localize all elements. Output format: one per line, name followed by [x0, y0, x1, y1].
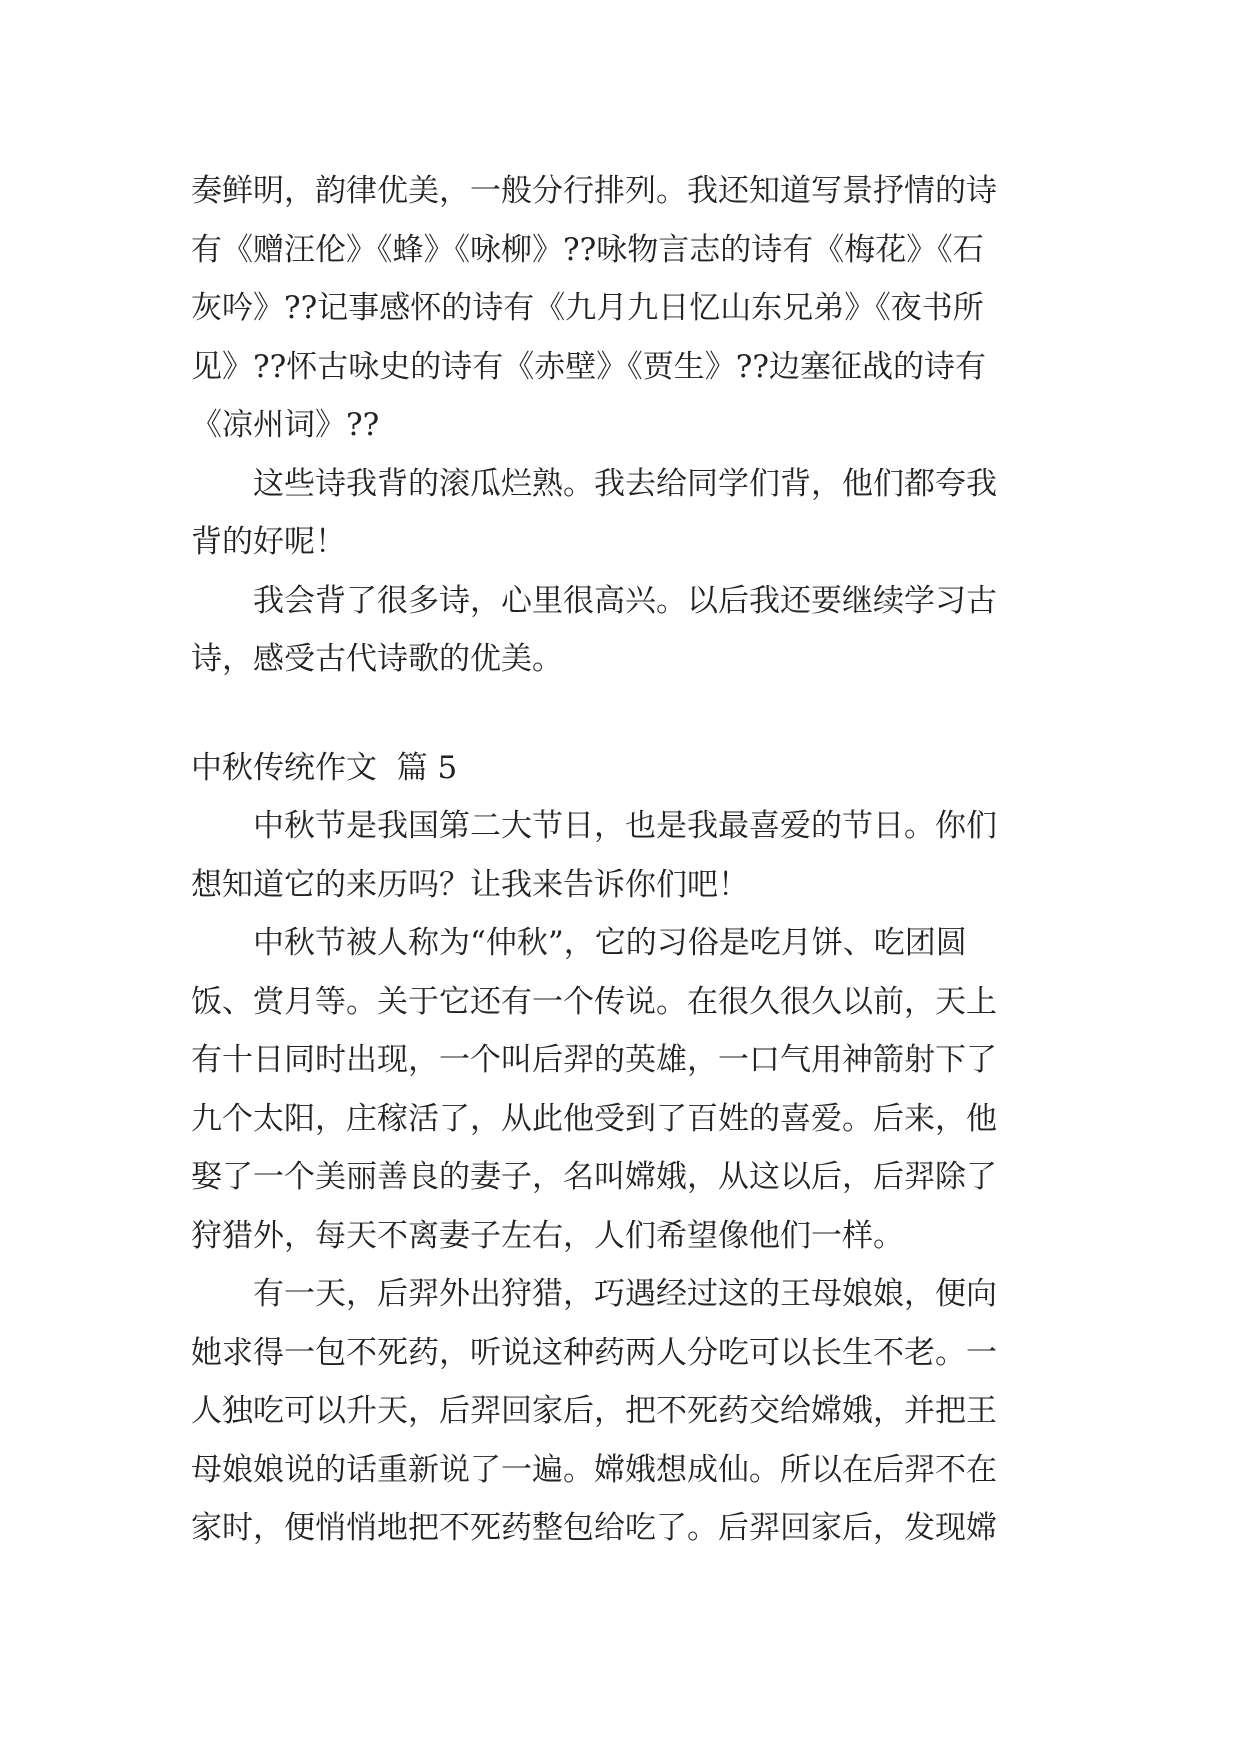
text-line: 有一天，后羿外出狩猎，巧遇经过这的王母娘娘，便向 [191, 1276, 997, 1312]
text-line: 《凉州词》?? [191, 407, 380, 443]
paragraph [191, 914, 1051, 1265]
paragraph [191, 797, 1051, 914]
paragraph [191, 455, 1051, 572]
text-line: 想知道它的来历吗？让我来告诉你们吧！ [191, 866, 749, 903]
text-line: 见》??怀古咏史的诗有《赤壁》《贾生》??边塞征战的诗有 [191, 348, 986, 385]
text-line: 娶了一个美丽善良的妻子，名叫嫦娥，从这以后，后羿除了 [191, 1159, 997, 1195]
section-heading-text: 中秋传统作文 篇 5 [191, 749, 458, 786]
section-heading [191, 739, 1051, 798]
text-line: 中秋节被人称为“仲秋”，它的习俗是吃月饼、吃团圆 [191, 925, 967, 961]
text-line: 有《赠汪伦》《蜂》《咏柳》??咏物言志的诗有《梅花》《石 [191, 231, 984, 268]
text-line: 人独吃可以升天，后羿回家后，把不死药交给嫦娥，并把王 [191, 1393, 997, 1429]
text-line: 诗，感受古代诗歌的优美。 [191, 641, 563, 677]
text-line: 母娘娘说的话重新说了一遍。嫦娥想成仙。所以在后羿不在 [191, 1451, 997, 1488]
text-line: 奏鲜明，韵律优美，一般分行排列。我还知道写景抒情的诗 [191, 173, 997, 209]
text-line: 狩猎外，每天不离妻子左右，人们希望像他们一样。 [191, 1217, 904, 1254]
text-line: 这些诗我背的滚瓜烂熟。我去给同学们背，他们都夸我 [191, 465, 997, 502]
text-line: 九个太阳，庄稼活了，从此他受到了百姓的喜爱。后来，他 [191, 1100, 997, 1137]
text-line: 有十日同时出现，一个叫后羿的英雄，一口气用神箭射下了 [191, 1042, 997, 1078]
paragraph [191, 1265, 1051, 1558]
text-line: 她求得一包不死药，听说这种药两人分吃可以长生不老。一 [191, 1334, 997, 1371]
text-line: 饭、赏月等。关于它还有一个传说。在很久很久以前，天上 [191, 983, 997, 1020]
paragraph [191, 162, 1051, 455]
text-line: 中秋节是我国第二大节日，也是我最喜爱的节日。你们 [191, 808, 997, 844]
text-line: 灰吟》??记事感怀的诗有《九月九日忆山东兄弟》《夜书所 [191, 290, 984, 326]
document-body [191, 162, 1051, 1558]
text-line: 背的好呢！ [191, 524, 346, 560]
text-line: 家时，便悄悄地把不死药整包给吃了。后羿回家后，发现嫦 [191, 1510, 997, 1546]
text-line: 我会背了很多诗，心里很高兴。以后我还要继续学习古 [191, 582, 997, 619]
paragraph [191, 572, 1051, 689]
